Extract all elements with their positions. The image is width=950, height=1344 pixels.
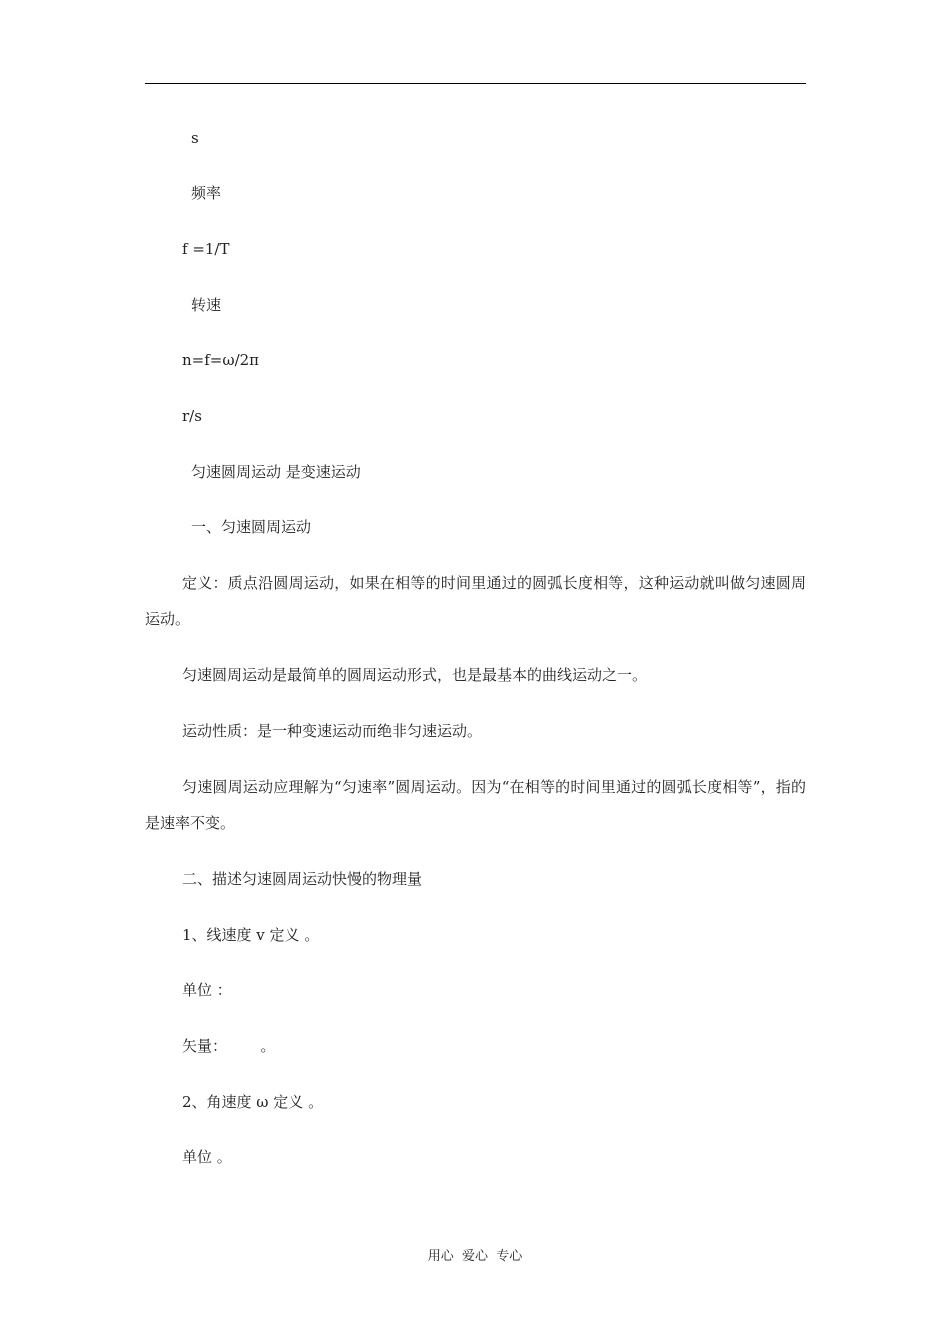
text-line-variable-motion: 匀速圆周运动 是变速运动	[191, 463, 361, 481]
text-line-frequency-formula: f =1/T	[182, 240, 230, 258]
text-line-unit-rs: r/s	[182, 407, 202, 425]
definition-paragraph: 定义：质点沿圆周运动，如果在相等的时间里通过的圆弧长度相等，这种运动就叫做匀速圆周运动。	[145, 574, 806, 628]
text-line-frequency: 频率	[191, 184, 222, 202]
section-heading-2: 二、描述匀速圆周运动快慢的物理量	[182, 870, 423, 888]
text-line-rotation-formula: n=f=ω/2π	[182, 351, 260, 369]
text-line-unit-s: s	[191, 129, 199, 147]
text-line-angular-velocity: 2、角速度 ω 定义 。	[182, 1093, 324, 1111]
text-line-unit-2: 单位 。	[182, 1148, 232, 1166]
text-line-rotation-speed: 转速	[191, 296, 222, 314]
text-line-vector: 矢量： 。	[182, 1037, 276, 1055]
section-heading-1: 一、匀速圆周运动	[191, 518, 312, 536]
text-line-simplest-motion: 匀速圆周运动是最简单的圆周运动形式，也是最基本的曲线运动之一。	[182, 666, 648, 684]
explanation-paragraph: 匀速圆周运动应理解为“匀速率”圆周运动。因为“在相等的时间里通过的圆弧长度相等”，指的是速率不变。	[145, 778, 806, 832]
text-line-motion-nature: 运动性质：是一种变速运动而绝非匀速运动。	[182, 722, 483, 740]
text-line-linear-velocity: 1、线速度 v 定义 。	[182, 926, 320, 944]
page-footer: 用心 爱心 专心	[427, 1249, 523, 1264]
header-rule	[145, 83, 806, 84]
text-line-unit-1: 单位 ：	[182, 981, 232, 999]
